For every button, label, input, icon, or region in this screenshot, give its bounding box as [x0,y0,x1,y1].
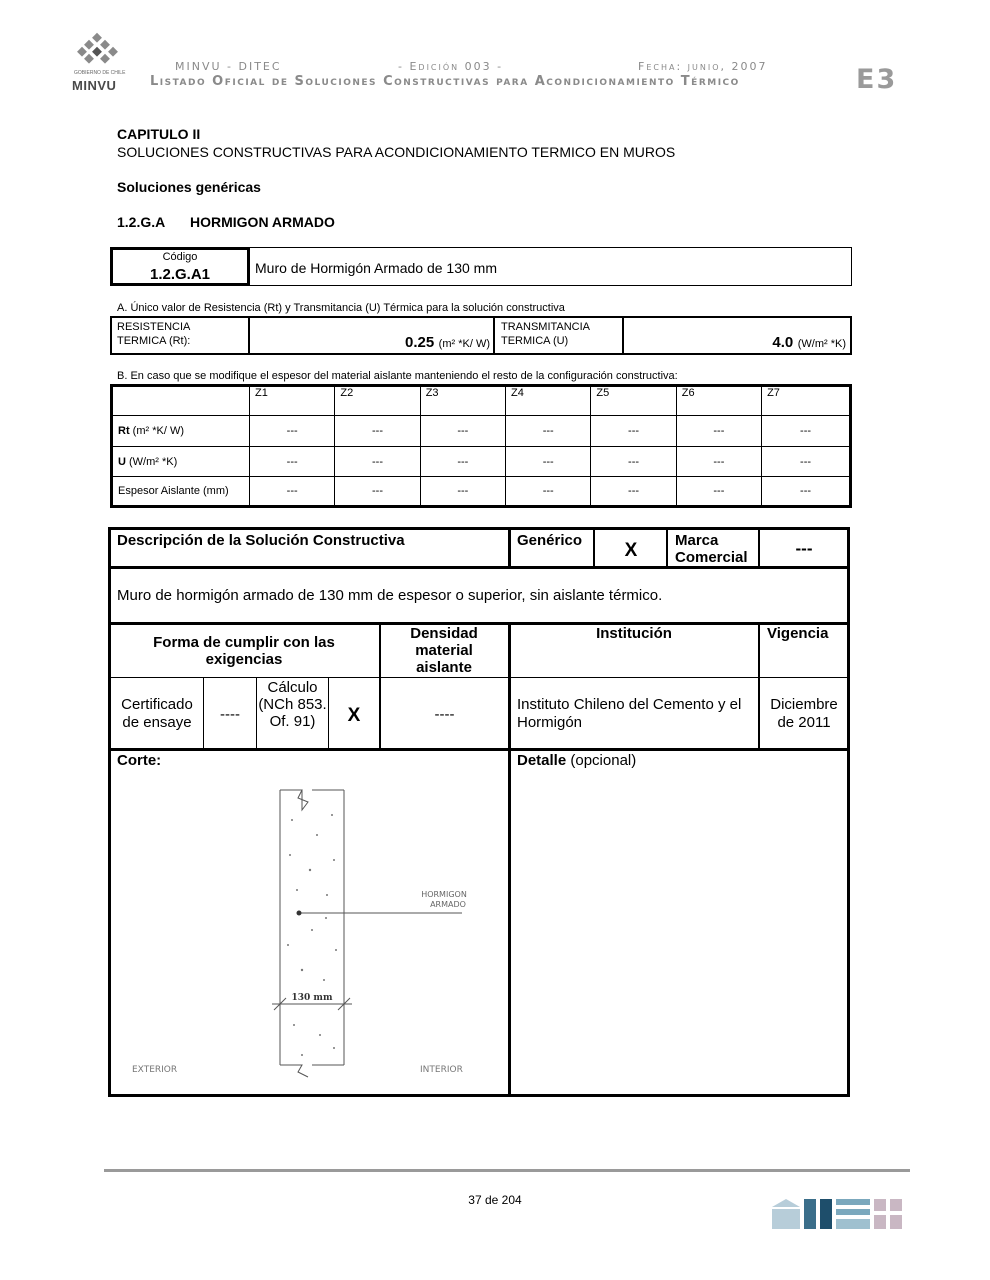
header-title: Listado Oficial de Soluciones Constructivas para Acondicionamiento Térmico [150,74,740,89]
drawing-material-label-2: ARMADO [430,900,466,909]
zone-header: Z4 [506,386,591,416]
row-label: Espesor Aislante (mm) [112,477,250,507]
table-cell: --- [591,447,676,477]
table-row [112,477,851,507]
section-code: 1.2.G.A [117,214,166,230]
header-code: E3 [856,64,898,95]
table-row [112,416,851,447]
description-header: Descripción de la Solución Constructiva [117,532,405,549]
table-cell: --- [506,416,591,447]
code-value: 1.2.G.A1 [149,266,211,283]
table-cell: --- [420,447,505,477]
table-cell: --- [250,447,335,477]
zone-header: Z6 [676,386,761,416]
footer-rule [104,1169,910,1172]
table-cell: --- [762,416,851,447]
rt-label: RESISTENCIA TERMICA (Rt): [117,321,191,347]
chapter-subtitle: SOLUCIONES CONSTRUCTIVAS PARA ACONDICIONAMIENTO TERMICO EN MUROS [117,144,676,160]
densidad-header: Densidad material aislante [410,625,478,676]
code-box [110,247,250,286]
table-cell: --- [250,477,335,507]
table-cell: --- [335,416,420,447]
table-cell: --- [335,447,420,477]
marca-value: --- [795,539,813,558]
concrete-texture [287,814,337,1056]
institucion-value: Instituto Chileno del Cemento y el Hormigón [517,696,742,731]
u-unit: (W/m² *K) [797,338,846,350]
table-cell: --- [676,477,761,507]
table-cell: --- [591,477,676,507]
table-cell: --- [506,477,591,507]
detalle-label: Detalle [517,752,567,769]
zone-header: Z5 [591,386,676,416]
table-cell: --- [762,477,851,507]
zone-header: Z3 [420,386,505,416]
drawing-interior: INTERIOR [420,1065,463,1075]
table-cell: --- [762,447,851,477]
calculo-mark: X [347,705,361,726]
zones-table [110,384,852,508]
certificado-value: ---- [220,706,240,723]
detalle-optional: (opcional) [566,752,637,769]
solution-name-box [248,247,852,286]
chapter-label: CAPITULO II [117,126,201,142]
generico-label: Genérico [517,532,583,549]
drawing-material-label-1: HORMIGON [421,890,467,899]
zone-header: Z1 [250,386,335,416]
detalle-label-wrap [517,752,636,769]
section-name: HORMIGON ARMADO [190,214,335,230]
header-edition: - Edición 003 - [398,60,504,73]
logo-icon [74,32,124,72]
table-header-row [112,386,851,416]
vigencia-header: Vigencia [767,625,829,642]
table-row [112,447,851,477]
table-cell: --- [506,447,591,477]
u-label: TRANSMITANCIA TERMICA (U) [501,321,590,347]
table-cell: --- [420,416,505,447]
row-label: U (W/m² *K) [112,447,250,477]
section-a-title: A. Único valor de Resistencia (Rt) y Transmitancia (U) Térmica para la solución constructiva [117,302,565,314]
marca-label: Marca Comercial [675,532,748,566]
solution-name: Muro de Hormigón Armado de 130 mm [255,260,497,276]
minvu-logo [74,32,124,72]
zone-header: Z2 [335,386,420,416]
corner-cell [112,386,250,416]
drawing-exterior: EXTERIOR [132,1065,178,1075]
vigencia-value: Diciembre de 2011 [770,696,838,731]
page-number: 37 de 204 [468,1193,522,1207]
corte-label: Corte: [117,752,162,769]
header-date: Fecha: junio, 2007 [638,60,768,73]
table-cell: --- [591,416,676,447]
section-title: Soluciones genéricas [117,179,261,195]
calculo-label: Cálculo (NCh 853. Of. 91) [258,679,327,730]
wall-section-drawing [112,780,506,1092]
logo-text: MINVU [72,78,117,93]
drawing-dimension: 130 mm [291,993,333,1003]
table-cell: --- [420,477,505,507]
table-cell: --- [676,416,761,447]
generico-mark: X [624,540,638,561]
footer-logo-icon [770,1197,910,1231]
table-cell: --- [335,477,420,507]
code-label: Código [162,251,198,263]
densidad-value: ---- [434,706,455,723]
zone-header: Z7 [762,386,851,416]
section-b-title: B. En caso que se modifique el espesor del material aislante manteniendo el resto de la configuración constructiva: [117,370,678,382]
table-cell: --- [676,447,761,477]
logo-caption: GOBIERNO DE CHILE [74,70,126,76]
rt-value: 0.25 [405,334,435,351]
institucion-header: Institución [596,625,672,642]
u-value-wrap [626,334,846,352]
description-text: Muro de hormigón armado de 130 mm de espesor o superior, sin aislante térmico. [117,587,663,604]
row-label: Rt (m² *K/ W) [112,416,250,447]
forma-header: Forma de cumplir con las exigencias [153,634,335,668]
table-cell: --- [250,416,335,447]
header-org: MINVU - DITEC [175,60,282,73]
rt-value-wrap [252,334,490,352]
rt-unit: (m² *K/ W) [438,338,490,350]
u-value: 4.0 [772,334,794,351]
certificado-label: Certificado de ensaye [121,696,193,731]
